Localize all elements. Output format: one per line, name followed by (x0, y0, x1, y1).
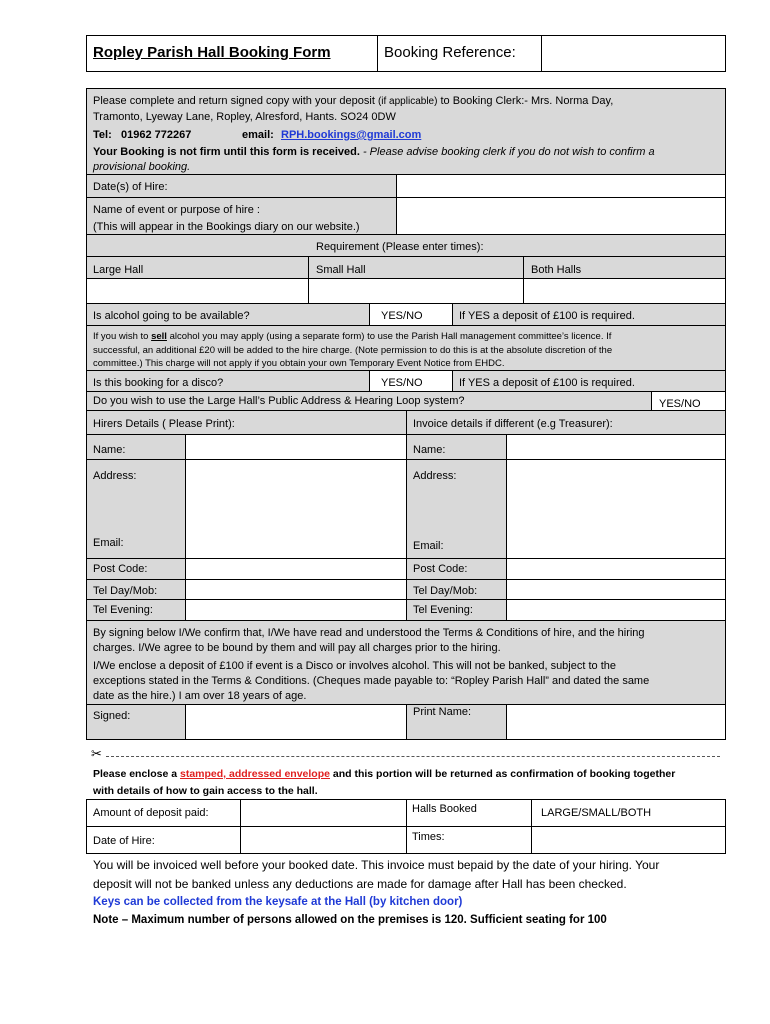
alcohol-question: Is alcohol going to be available? (93, 310, 250, 322)
deposit-input[interactable] (240, 799, 407, 827)
invoice-address-label: Address: (413, 470, 457, 482)
invoice-name-label: Name: (413, 444, 446, 456)
sell-alcohol-line3: committee.) This charge will not apply if you obtain your own Temporary Event Notice from EHDC. (93, 358, 505, 369)
signature-input[interactable] (185, 704, 407, 740)
intro-tel-label: Tel: (93, 129, 112, 141)
declaration-p2-l1: I/We enclose a deposit of £100 if event is a Disco or involves alcohol. This will not be banked, subject to the (93, 660, 616, 672)
halls-booked-value: LARGE/SMALL/BOTH (541, 807, 652, 819)
booking-email-link[interactable]: RPH.bookings@gmail.com (281, 129, 422, 141)
invoice-telday-label: Tel Day/Mob: (413, 585, 478, 597)
intro-firm-line2: provisional booking. (93, 161, 191, 173)
sell-alcohol-line1: If you wish to sell alcohol you may apply (using a separate form) to use the Parish Hall management committee’s licence. If (93, 331, 612, 342)
hirer-address-label: Address: (93, 470, 137, 482)
hirer-name-input[interactable] (185, 434, 407, 460)
event-label-2: (This will appear in the Bookings diary on our website.) (93, 221, 360, 233)
event-input[interactable] (396, 197, 726, 235)
hirer-postcode-input[interactable] (185, 558, 407, 580)
sell-alcohol-line2: successful, an additional £20 will be added to the hire charge. (Note permission to do this is at the absolute discretion of the (93, 345, 613, 356)
times-input[interactable] (531, 826, 726, 854)
alcohol-yesno-label: YES/NO (381, 310, 423, 322)
large-hall-times-input[interactable] (86, 278, 309, 304)
both-halls-times-input[interactable] (523, 278, 726, 304)
hirer-address-input[interactable] (185, 459, 407, 559)
declaration-p2-l2: exceptions stated in the Terms & Conditions. (Cheques made payable to: “Ropley Parish Hall” and dated the same (93, 675, 650, 687)
booking-ref-label: Booking Reference: (384, 44, 516, 61)
declaration-p1-l1: By signing below I/We confirm that, I/We have read and understood the Terms & Conditions of hire, and the hiring (93, 627, 645, 639)
disco-yesno-label: YES/NO (381, 377, 423, 389)
alcohol-deposit-note: If YES a deposit of £100 is required. (459, 310, 635, 322)
hirer-telday-input[interactable] (185, 579, 407, 600)
sae-line2: with details of how to gain access to the hall. (93, 785, 318, 797)
intro-firm-line: Your Booking is not firm until this form is received. - Please advise booking clerk if you do not wish to confirm a (93, 146, 655, 158)
invoice-note-line2: deposit will not be banked unless any deductions are made for damage after Hall has been checked. (93, 877, 627, 891)
intro-address: Tramonto, Lyeway Lane, Ropley, Alresford, Hants. SO24 0DW (93, 111, 396, 123)
print-name-label: Print Name: (413, 706, 472, 718)
halls-booked-label: Halls Booked (412, 803, 477, 815)
hirer-header: Hirers Details ( Please Print): (93, 418, 235, 430)
times-label: Times: (412, 831, 445, 843)
invoice-name-input[interactable] (506, 434, 726, 460)
sae-line1: Please enclose a stamped, addressed envelope and this portion will be returned as confirmation of booking together (93, 768, 676, 780)
print-name-input[interactable] (506, 704, 726, 740)
keys-note: Keys can be collected from the keysafe at the Hall (by kitchen door) (93, 896, 463, 908)
page-title: Ropley Parish Hall Booking Form (93, 44, 331, 61)
invoice-address-input[interactable] (506, 459, 726, 559)
small-hall-times-input[interactable] (308, 278, 524, 304)
signed-label: Signed: (93, 710, 131, 722)
hirer-name-label: Name: (93, 444, 126, 456)
invoice-postcode-label: Post Code: (413, 563, 468, 575)
event-label-1: Name of event or purpose of hire : (93, 204, 260, 216)
invoice-televening-input[interactable] (506, 599, 726, 621)
hirer-email-label: Email: (93, 537, 124, 549)
declaration-p2-l3: date as the hire.) I am over 18 years of age. (93, 690, 307, 702)
invoice-telday-input[interactable] (506, 579, 726, 600)
disco-deposit-note: If YES a deposit of £100 is required. (459, 377, 635, 389)
booking-ref-input[interactable] (541, 35, 726, 72)
deposit-label: Amount of deposit paid: (93, 807, 209, 819)
disco-question: Is this booking for a disco? (93, 377, 224, 389)
scissors-icon: ✂ (91, 746, 102, 761)
requirement-label: Requirement (Please enter times): (316, 241, 484, 253)
invoice-note-line1: You will be invoiced well before your booked date. This invoice must bepaid by the date of your hiring. Your (93, 858, 660, 872)
hirer-postcode-label: Post Code: (93, 563, 148, 575)
large-hall-label: Large Hall (93, 264, 144, 276)
date-hire-label: Date of Hire: (93, 835, 155, 847)
invoice-televening-label: Tel Evening: (413, 604, 473, 616)
intro-line1: Please complete and return signed copy with your deposit (if applicable) to Booking Clerk:- Mrs. Norma Day, (93, 95, 614, 107)
cut-line (106, 756, 720, 757)
small-hall-label: Small Hall (316, 264, 366, 276)
invoice-email-label: Email: (413, 540, 444, 552)
invoice-header: Invoice details if different (e.g Treasurer): (413, 418, 613, 430)
dates-label: Date(s) of Hire: (93, 181, 168, 193)
intro-tel-value: 01962 772267 (121, 129, 192, 141)
dates-input[interactable] (396, 174, 726, 198)
intro-email-label: email: (242, 129, 274, 141)
pa-question: Do you wish to use the Large Hall’s Public Address & Hearing Loop system? (93, 395, 465, 407)
hirer-televening-label: Tel Evening: (93, 604, 153, 616)
capacity-note: Note – Maximum number of persons allowed on the premises is 120. Sufficient seating for 100 (93, 914, 607, 926)
hirer-telday-label: Tel Day/Mob: (93, 585, 158, 597)
pa-yesno-label: YES/NO (659, 398, 701, 410)
declaration-p1-l2: charges. I/We agree to be bound by them and will pay all charges prior to the hiring. (93, 642, 501, 654)
both-halls-label: Both Halls (531, 264, 582, 276)
date-hire-input[interactable] (240, 826, 407, 854)
hirer-televening-input[interactable] (185, 599, 407, 621)
invoice-postcode-input[interactable] (506, 558, 726, 580)
